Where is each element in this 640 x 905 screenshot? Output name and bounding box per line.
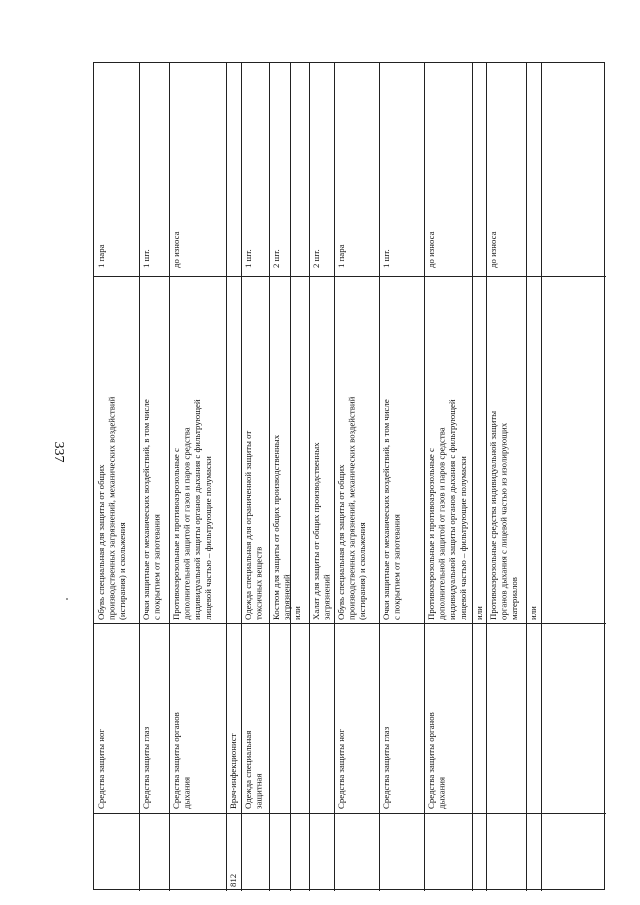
- column-divider: [94, 813, 606, 814]
- ppe-description-line: или: [292, 606, 302, 620]
- ppe-description-line: Очки защитные от механических воздействий, в том числе: [141, 399, 151, 620]
- row-divider: [541, 63, 542, 891]
- scan-speck: [66, 598, 68, 600]
- ppe-category: [426, 627, 447, 809]
- row-divider: [309, 63, 310, 891]
- ppe-category-line: дыхания: [436, 776, 447, 809]
- ppe-quantity: 1 пара: [336, 244, 346, 268]
- ppe-category: [171, 627, 192, 809]
- ppe-description: [141, 279, 162, 620]
- row-divider: [526, 63, 527, 891]
- row-divider: [486, 63, 487, 891]
- profession-name: Врач-инфекционист: [228, 733, 238, 809]
- ppe-category: Средства защиты глаз: [141, 726, 151, 809]
- ppe-quantity: до износа: [488, 231, 498, 268]
- ppe-description-line: Халат для защиты от общих производственных: [311, 442, 321, 620]
- row-divider: [269, 63, 270, 891]
- ppe-description-line: лицевой частью – фильтрующие полумаски: [202, 456, 213, 620]
- ppe-description: [271, 279, 292, 620]
- ppe-description-line: органов дыхания с лицевой частью из изолирующих: [498, 422, 509, 620]
- ppe-description-line: токсичных веществ: [253, 546, 264, 620]
- ppe-description: [292, 279, 303, 620]
- ppe-description-line: Противоаэрозольные средства индивидуальной защиты: [488, 410, 498, 620]
- ppe-description-line: с покрытием от запотевания: [391, 514, 402, 620]
- row-divider: [139, 63, 140, 891]
- row-divider: [334, 63, 335, 891]
- ppe-description: [96, 279, 128, 620]
- ppe-category-line: Средства защиты органов: [426, 712, 436, 809]
- column-divider: [94, 623, 606, 624]
- ppe-description-line: или: [474, 606, 484, 620]
- ppe-description-line: (истирания) и скольжения: [117, 522, 128, 620]
- ppe-category-line: дыхания: [181, 776, 192, 809]
- row-divider: [379, 63, 380, 891]
- ppe-description-line: или: [528, 606, 538, 620]
- ppe-description-line: индивидуальной защиты органов дыхания с фильтрующей: [192, 399, 203, 620]
- ppe-quantity: 1 шт.: [381, 249, 391, 268]
- ppe-description-line: лицевой частью – фильтрующие полумаски: [457, 456, 468, 620]
- ppe-description: [426, 279, 468, 620]
- row-divider: [424, 63, 425, 891]
- row-divider: [169, 63, 170, 891]
- ppe-category-line: Средства защиты органов: [171, 712, 181, 809]
- page-number: 337: [51, 441, 66, 463]
- ppe-description: [336, 279, 368, 620]
- ppe-description-line: с покрытием от запотевания: [151, 514, 162, 620]
- ppe-description-line: Очки защитные от механических воздействий, в том числе: [381, 399, 391, 620]
- ppe-description: [243, 279, 264, 620]
- ppe-description-line: Костюм для защиты от общих производственных: [271, 434, 281, 620]
- column-divider: [94, 276, 606, 277]
- ppe-description-line: Обувь специальная для защиты от общих: [336, 464, 346, 620]
- ppe-description-line: производственных загрязнений, механических воздействий: [106, 396, 117, 620]
- ppe-description-line: индивидуальной защиты органов дыхания с фильтрующей: [447, 399, 458, 620]
- ppe-category: Средства защиты ног: [336, 729, 346, 809]
- ppe-quantity: 2 шт.: [271, 249, 281, 268]
- ppe-category: Средства защиты глаз: [381, 726, 391, 809]
- ppe-description-line: (истирания) и скольжения: [357, 522, 368, 620]
- ppe-quantity: 2 шт.: [311, 249, 321, 268]
- ppe-description: [311, 279, 332, 620]
- ppe-quantity: 1 шт.: [141, 249, 151, 268]
- ppe-description-line: Противоаэрозольные и противоаэрозольные с: [171, 448, 181, 620]
- ppe-description-line: Одежда специальная для ограниченной защиты от: [243, 430, 253, 620]
- row-divider: [472, 63, 473, 891]
- row-divider: [226, 63, 227, 891]
- ppe-description-line: дополнительной защитой от газов и паров средства: [436, 427, 447, 620]
- ppe-description: [488, 279, 520, 620]
- ppe-description: [474, 279, 485, 620]
- ppe-table: [93, 62, 605, 890]
- ppe-description-line: материалов: [509, 577, 520, 620]
- ppe-description-line: Противоаэрозольные и противоаэрозольные с: [426, 448, 436, 620]
- ppe-description-line: производственных загрязнений, механических воздействий: [346, 396, 357, 620]
- ppe-description-line: загрязнений: [321, 574, 332, 620]
- ppe-quantity: 1 шт.: [243, 249, 253, 268]
- ppe-description-line: Обувь специальная для защиты от общих: [96, 464, 106, 620]
- ppe-quantity: 1 пара: [96, 244, 106, 268]
- ppe-description: [171, 279, 213, 620]
- ppe-quantity: до износа: [171, 231, 181, 268]
- row-divider: [241, 63, 242, 891]
- ppe-description-line: дополнительной защитой от газов и паров средства: [181, 427, 192, 620]
- ppe-category: [243, 627, 264, 809]
- ppe-category-line: Одежда специальная: [243, 730, 253, 809]
- ppe-quantity: до износа: [426, 231, 436, 268]
- ppe-category: Средства защиты ног: [96, 729, 106, 809]
- ppe-description-line: загрязнений: [281, 574, 292, 620]
- ppe-description: [528, 279, 539, 620]
- row-number: 812: [228, 873, 238, 887]
- ppe-description: [381, 279, 402, 620]
- ppe-category-line: защитная: [253, 773, 264, 809]
